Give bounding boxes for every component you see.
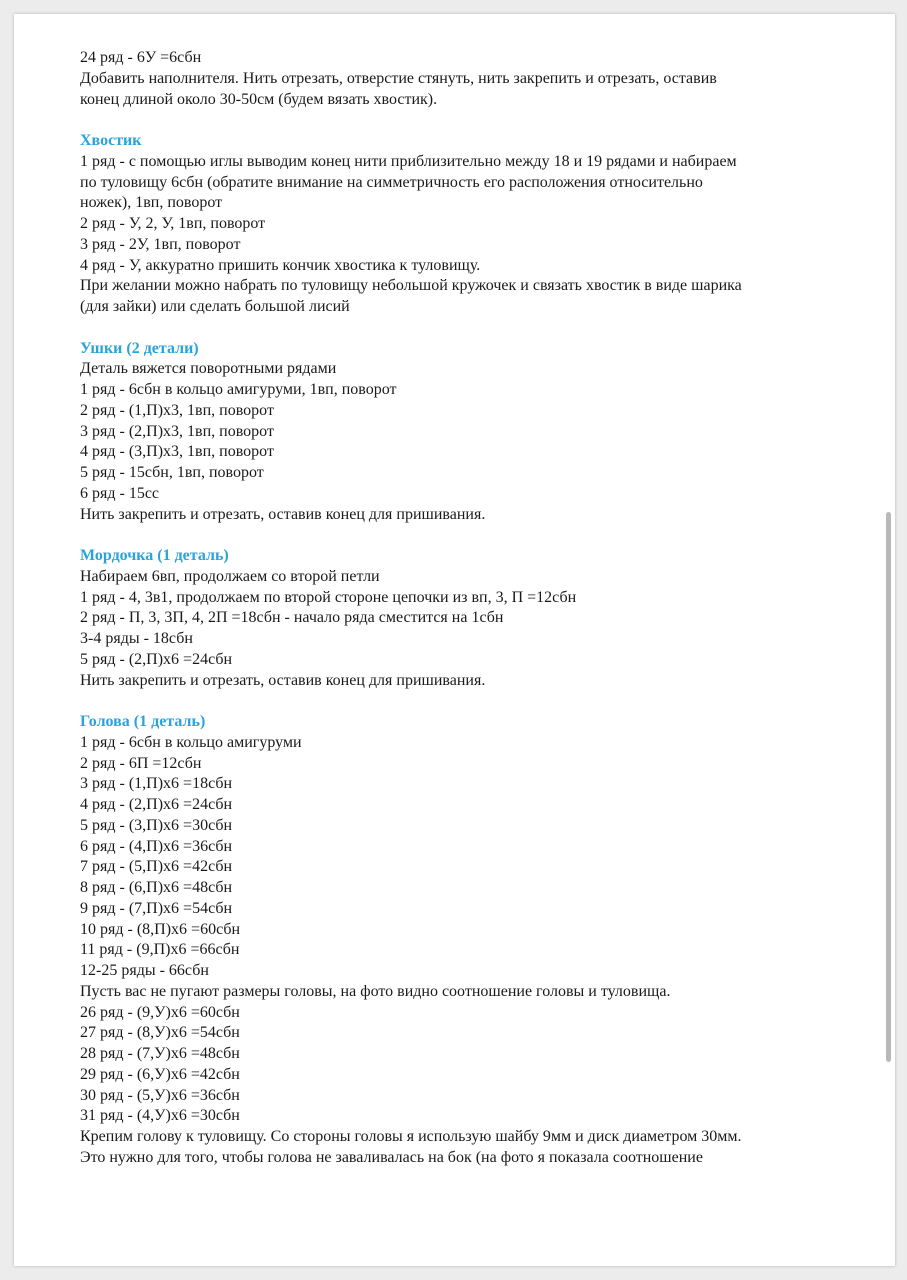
text-line: 31 ряд - (4,У)х6 =30сбн: [80, 1107, 240, 1125]
text-line: ножек), 1вп, поворот: [80, 194, 223, 212]
text-line: Это нужно для того, чтобы голова не заваливалась на бок (на фото я показала соотношение: [80, 1148, 703, 1166]
text-line: 2 ряд - У, 2, У, 1вп, поворот: [80, 215, 266, 232]
text-line: 6 ряд - (4,П)х6 =36сбн: [80, 837, 233, 855]
text-line: 1 ряд - 6сбн в кольцо амигуруми, 1вп, поворот: [80, 381, 397, 398]
text-line: 10 ряд - (8,П)х6 =60сбн: [80, 920, 241, 938]
text-line: 8 ряд - (6,П)х6 =48сбн: [80, 879, 233, 896]
text-line: 27 ряд - (8,У)х6 =54сбн: [80, 1024, 240, 1042]
text-line: 3 ряд - (2,П)х3, 1вп, поворот: [80, 422, 274, 440]
text-line: 11 ряд - (9,П)х6 =66сбн: [80, 941, 240, 959]
text-line: Нить закрепить и отрезать, оставив конец для пришивания.: [80, 671, 486, 689]
text-line: Крепим голову к туловищу. Со стороны головы я использую шайбу 9мм и диск диаметром 30мм.: [80, 1128, 742, 1145]
text-line: 2 ряд - (1,П)х3, 1вп, поворот: [80, 401, 274, 419]
text-line: 3-4 ряды - 18сбн: [80, 630, 193, 647]
document-page: [14, 14, 895, 1266]
text-line: 3 ряд - 2У, 1вп, поворот: [80, 235, 241, 253]
text-line: конец длиной около 30-50см (будем вязать хвостик).: [80, 90, 438, 108]
text-line: 7 ряд - (5,П)х6 =42сбн: [80, 858, 233, 876]
text-line: по туловищу 6сбн (обратите внимание на симметричность его расположения относительно: [80, 173, 703, 191]
text-line: 26 ряд - (9,У)х6 =60сбн: [80, 1003, 240, 1021]
section-heading-head: Голова (1 деталь): [80, 713, 206, 730]
text-line: Набираем 6вп, продолжаем со второй петли: [80, 567, 380, 585]
text-line: 3 ряд - (1,П)х6 =18сбн: [80, 775, 233, 793]
text-line: Нить закрепить и отрезать, оставив конец для пришивания.: [80, 505, 486, 523]
text-line: 2 ряд - 6П =12сбн: [80, 754, 202, 772]
text-line: 4 ряд - У, аккуратно пришить кончик хвостика к туловищу.: [80, 256, 481, 274]
text-line: При желании можно набрать по туловищу небольшой кружочек и связать хвостик в виде шарика: [80, 277, 742, 295]
text-line: Деталь вяжется поворотными рядами: [80, 360, 337, 378]
text-line: (для зайки) или сделать большой лисий: [80, 298, 350, 315]
text-line: 24 ряд - 6У =6сбн: [80, 49, 202, 66]
text-line: 5 ряд - (2,П)х6 =24сбн: [80, 650, 233, 668]
text-line: 29 ряд - (6,У)х6 =42сбн: [80, 1065, 240, 1083]
document-content: [80, 48, 870, 1169]
text-line: 6 ряд - 15сс: [80, 484, 160, 502]
head-section: [80, 712, 870, 1169]
text-line: Добавить наполнителя. Нить отрезать, отверстие стянуть, нить закрепить и отрезать, оставив: [80, 69, 717, 87]
text-line: 5 ряд - 15сбн, 1вп, поворот: [80, 464, 264, 481]
section-heading-muzzle: Мордочка (1 деталь): [80, 547, 229, 564]
text-line: 28 ряд - (7,У)х6 =48сбн: [80, 1045, 240, 1062]
text-line: 30 ряд - (5,У)х6 =36сбн: [80, 1086, 240, 1104]
text-line: Пусть вас не пугают размеры головы, на фото видно соотношение головы и туловища.: [80, 982, 671, 1000]
section-heading-tail: Хвостик: [80, 132, 142, 149]
text-line: 12-25 ряды - 66сбн: [80, 962, 209, 979]
section-heading-ears: Ушки (2 детали): [80, 339, 199, 357]
text-line: 5 ряд - (3,П)х6 =30сбн: [80, 816, 233, 834]
tail-section: [80, 131, 870, 318]
vertical-scrollbar[interactable]: [886, 512, 891, 1062]
text-line: 1 ряд - 4, 3в1, продолжаем по второй стороне цепочки из вп, 3, П =12сбн: [80, 588, 577, 606]
text-line: 2 ряд - П, 3, 3П, 4, 2П =18сбн - начало ряда сместится на 1сбн: [80, 609, 504, 627]
ears-section: [80, 339, 870, 526]
intro-section: [80, 48, 870, 110]
text-line: 1 ряд - 6сбн в кольцо амигуруми: [80, 733, 302, 751]
text-line: 1 ряд - с помощью иглы выводим конец нити приблизительно между 18 и 19 рядами и набираем: [80, 152, 737, 170]
muzzle-section: [80, 546, 870, 691]
text-line: 4 ряд - (2,П)х6 =24сбн: [80, 796, 233, 813]
text-line: 4 ряд - (3,П)х3, 1вп, поворот: [80, 443, 274, 461]
text-line: 9 ряд - (7,П)х6 =54сбн: [80, 899, 233, 917]
